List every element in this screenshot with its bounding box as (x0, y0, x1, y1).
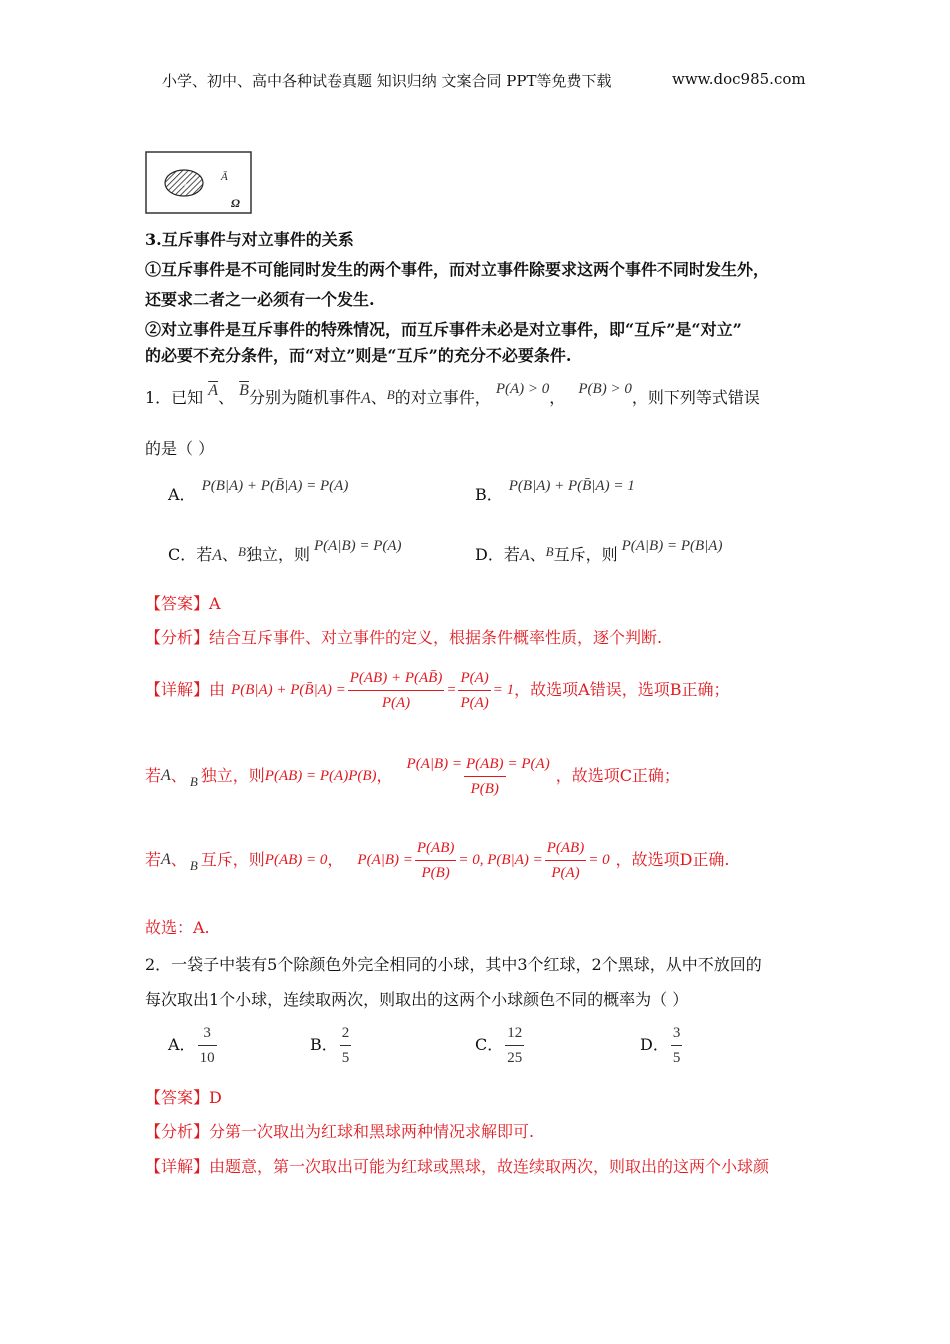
q1-option-c[interactable]: C．若A、$^B$独立，则 P(A|B) = P(A) (168, 538, 402, 564)
section3-title: 3.互斥事件与对立事件的关系 (145, 230, 354, 249)
set-a-label: A (181, 179, 188, 191)
q1-detail-line2: 若 A 、 B 独立，则 P(AB) = P(A)P(B) ， P(A|B) = $\frac{P(AB)}{P(B)}$ = P(A) ，故选项C正确； (145, 755, 680, 797)
q2-analysis: 【分析】分第一次取出为红球和黑球两种情况求解即可. (145, 1122, 535, 1141)
q1-analysis: 【分析】结合互斥事件、对立事件的定义，根据条件概率性质，逐个判断. (145, 628, 663, 647)
q1-stem-line2: 的是（ ） (145, 439, 215, 458)
omega-label: Ω (231, 196, 240, 210)
section3-p1-line2: 还要求二者之一必须有一个发生. (145, 290, 375, 309)
q1-detail-line1: 【详解】 由 P(B|A) + P(B̄|A) = $\frac{P(AB) + P(AB̄)}{P(A)}$ = $\frac{P(A)}{P(A)}$ = 1 ，故选项A错误，选项B正确； (145, 669, 730, 711)
venn-diagram (145, 151, 253, 215)
q1-choose: 故选：A. (145, 918, 210, 937)
q1-option-d[interactable]: D．若A、$^B$互斥，则 P(A|B) = P(B|A) (475, 538, 723, 564)
header-url: www.doc985.com (672, 70, 806, 88)
q1-answer: 【答案】A (145, 594, 221, 613)
q2-option-d[interactable]: D． $\frac{3}{5}$ (640, 1024, 681, 1066)
header-left: 小学、初中、高中各种试卷真题 知识归纳 文案合同 PPT等免费下载 (162, 72, 612, 90)
complement-a-label: Ā (221, 171, 228, 183)
q2-detail: 【详解】由题意，第一次取出可能为红球或黑球，故连续取两次，则取出的这两个小球颜 (145, 1157, 770, 1176)
section3-p2-line1: ②对立事件是互斥事件的特殊情况，而互斥事件未必是对立事件，即“互斥”是“对立” (145, 320, 742, 339)
q1-option-b[interactable]: B． P(B|A) + P(B̄|A) = 1 (475, 478, 635, 504)
q2-stem-line1: 2．一袋子中装有5个除颜色外完全相同的小球，其中3个红球，2个黑球，从中不放回的 (145, 955, 762, 974)
section3-p2-line2: 的必要不充分条件，而“对立”则是“互斥”的充分不必要条件. (145, 346, 572, 365)
q2-option-b[interactable]: B． $\frac{2}{5}$ (310, 1024, 350, 1066)
q2-stem-line2: 每次取出1个小球，连续取两次，则取出的这两个小球颜色不同的概率为（ ） (145, 990, 689, 1009)
q2-option-a[interactable]: A． $\frac{3}{10}$ (168, 1024, 215, 1066)
q1-stem-line1: 1．已知 $\overline{A}$、 $\overline{B}$分别为随机事件A、$^B$的对立事件， P(A) > 0， P(B) > 0，则下列等式错误 (145, 381, 760, 407)
section3-p1-line1: ①互斥事件是不可能同时发生的两个事件，而对立事件除要求这两个事件不同时发生外， (145, 260, 770, 279)
q2-option-c[interactable]: C． $\frac{12}{25}$ (475, 1024, 523, 1066)
q1-option-a[interactable]: A． P(B|A) + P(B̄|A) = P(A) (168, 478, 349, 504)
q2-answer: 【答案】D (145, 1088, 222, 1107)
q1-detail-line3: 若 A 、 B 互斥，则 P(AB) = 0 ， P(A|B) = $\frac{P(AB)}{P(B)}$ = 0, P(B|A) = $\frac{P(AB)}{P(A)}$ = 0 ，故选项D正确. (145, 839, 730, 881)
